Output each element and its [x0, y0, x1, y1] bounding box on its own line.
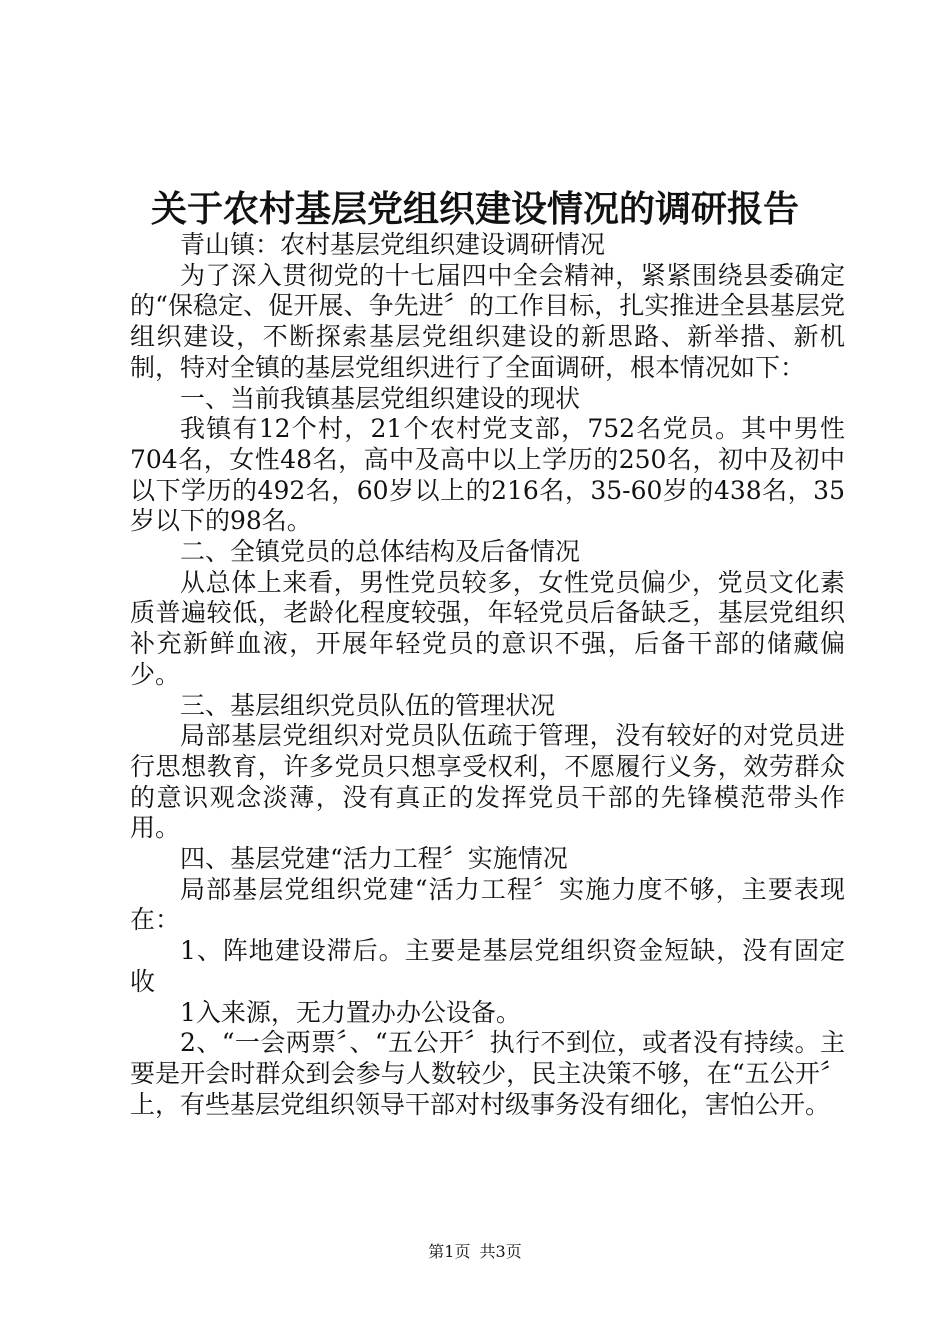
paragraph-intro: 为了深入贯彻党的十七届四中全会精神，紧紧围绕县委确定的“保稳定、促开展、争先进〞的工作目标，扎实推进全县基层党组织建设，不断探索基层党组织建设的新思路、新举措、新机制，特对全镇的基层党组织进行了全面调研，根本情况如下： [130, 260, 845, 382]
paragraph-section-1: 我镇有12个村，21个农村党支部，752名党员。其中男性704名，女性48名，高中及高中以上学历的250名，初中及初中以下学历的492名，60岁以上的216名，35-60岁的438名，35岁以下的98名。 [130, 414, 845, 536]
document-title: 关于农村基层党组织建设情况的调研报告 [150, 188, 799, 230]
section-heading-4: 四、基层党建“活力工程〞实施情况 [180, 844, 568, 874]
page-total: 共3页 [479, 1242, 522, 1261]
section-heading-1: 一、当前我镇基层党组织建设的现状 [180, 383, 581, 413]
paragraph-section-2: 从总体上来看，男性党员较多，女性党员偏少，党员文化素质普遍较低，老龄化程度较强，年轻党员后备缺乏，基层党组织补充新鲜血液，开展年轻党员的意识不强，后备干部的储藏偏少。 [130, 567, 845, 689]
list-item-1-continued: 1入来源，无力置办办公设备。 [180, 997, 521, 1027]
list-item-1: 1、阵地建设滞后。主要是基层党组织资金短缺，没有固定收 [130, 936, 845, 996]
document-body [130, 230, 845, 1120]
paragraph-section-3: 局部基层党组织对党员队伍疏于管理，没有较好的对党员进行思想教育，许多党员只想享受权利，不愿履行义务，效劳群众的意识观念淡薄，没有真正的发挥党员干部的先锋模范带头作用。 [130, 721, 845, 843]
section-heading-3: 三、基层组织党员队伍的管理状况 [180, 690, 556, 720]
page-number: 第1页 [428, 1242, 471, 1261]
paragraph-section-4: 局部基层党组织党建“活力工程〞实施力度不够，主要表现在： [130, 874, 845, 935]
section-heading-2: 二、全镇党员的总体结构及后备情况 [180, 537, 581, 567]
list-item-2: 2、“一会两票〞、“五公开〞执行不到位，或者没有持续。主要是开会时群众到会参与人数较少，民主决策不够，在“五公开〞上，有些基层党组织领导干部对村级事务没有细化，害怕公开。 [130, 1028, 845, 1119]
page-footer [0, 1240, 950, 1264]
paragraph-town-heading: 青山镇：农村基层党组织建设调研情况 [180, 230, 606, 259]
